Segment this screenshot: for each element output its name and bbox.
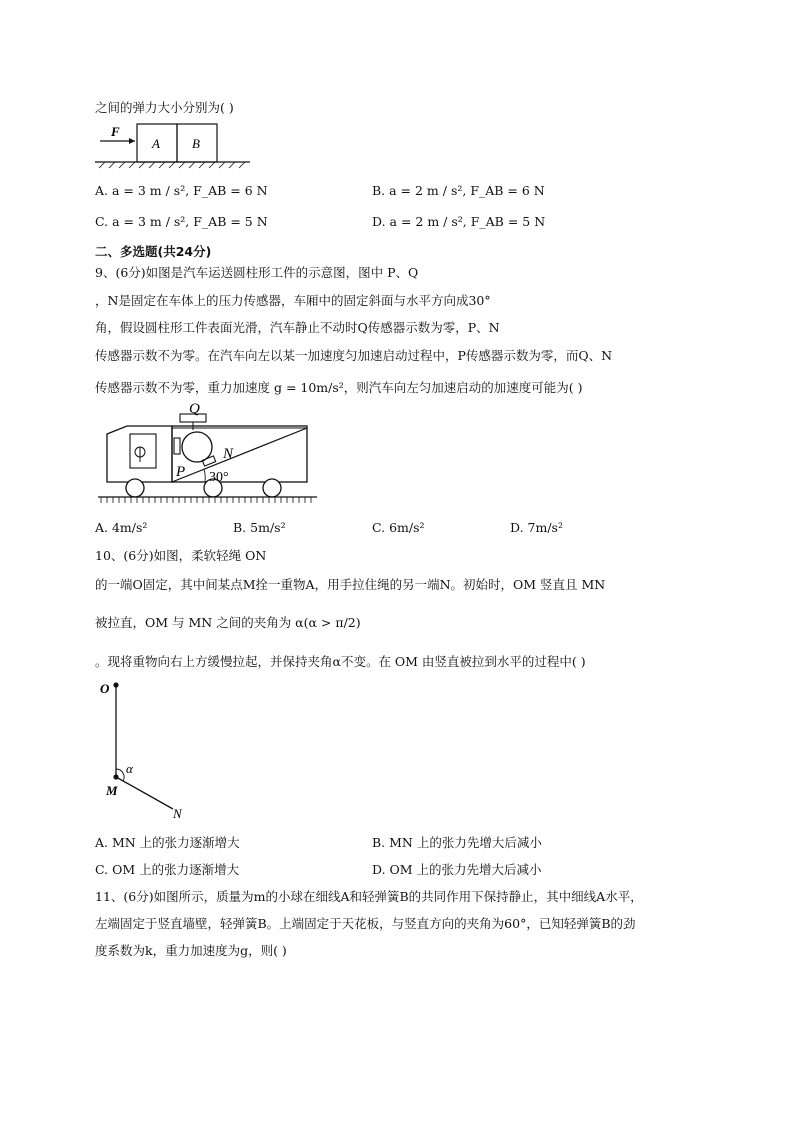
q8-option-d: D. a = 2 m / s², F_AB = 5 N [372, 214, 546, 229]
label-n: N [173, 806, 182, 821]
label-alpha: α [126, 761, 133, 776]
sensor-p [174, 438, 180, 454]
q9-option-d: D. 7m/s² [510, 520, 563, 535]
q10-option-c: C. OM 上的张力逐渐增大 [95, 862, 240, 877]
cylinder-workpiece [182, 432, 212, 462]
q8-option-c: C. a = 3 m / s², F_AB = 5 N [95, 214, 268, 229]
label-angle: 30° [209, 470, 229, 485]
q10-line-2: 的一端O固定，其中间某点M拴一重物A，用手拉住绳的另一端N。初始时，OM 竖直且 MN [95, 577, 606, 592]
wheel-rear [263, 479, 281, 497]
q8-figure [95, 118, 255, 170]
q9-truck-figure [95, 402, 320, 512]
label-p: P [176, 464, 186, 480]
q9-line-3: 角，假设圆柱形工件表面光滑，汽车静止不动时Q传感器示数为零，P、N [95, 320, 500, 335]
point-o [113, 682, 118, 687]
q9-line-4: 传感器示数不为零。在汽车向左以某一加速度匀加速启动过程中，P传感器示数为零，而Q、N [95, 348, 613, 363]
rope-mn [116, 777, 173, 809]
q9-option-c: C. 6m/s² [372, 520, 425, 535]
cab-window [130, 434, 156, 468]
q10-line-1: 10、(6分)如图，柔软轻绳 ON [95, 548, 267, 563]
q9-line-5: 传感器示数不为零，重力加速度 g = 10m/s²，则汽车向左匀加速启动的加速度可能为( ) [95, 380, 583, 395]
q8-option-a: A. a = 3 m / s², F_AB = 6 N [95, 183, 268, 198]
q8-stem-tail: 之间的弹力大小分别为( ) [95, 100, 234, 115]
force-label: F [111, 124, 120, 139]
q11-line-1: 11、(6分)如图所示，质量为m的小球在细线A和轻弹簧B的共同作用下保持静止，其中细线A水平， [95, 889, 643, 904]
point-m [113, 774, 118, 779]
q9-line-2: ，N是固定在车体上的压力传感器，车厢中的固定斜面与水平方向成30° [95, 293, 491, 308]
q8-option-b: B. a = 2 m / s², F_AB = 6 N [372, 183, 545, 198]
incline [172, 428, 307, 482]
label-n: N [223, 446, 234, 462]
label-o: O [100, 681, 110, 696]
q10-rope-figure [95, 675, 205, 825]
q11-line-2: 左端固定于竖直墙壁，轻弹簧B。上端固定于天花板，与竖直方向的夹角为60°，已知轻弹簧B的劲 [95, 916, 636, 931]
q10-line-3: 被拉直，OM 与 MN 之间的夹角为 α(α > π/2) [95, 615, 361, 630]
label-q: Q [189, 402, 200, 417]
q9-option-a: A. 4m/s² [95, 520, 148, 535]
q10-option-b: B. MN 上的张力先增大后减小 [372, 835, 542, 850]
block-b-label: B [192, 136, 200, 151]
sensor-n [202, 456, 215, 466]
q10-option-d: D. OM 上的张力先增大后减小 [372, 862, 542, 877]
q11-line-3: 度系数为k，重力加速度为g，则( ) [95, 943, 287, 958]
q9-line-1: 9、(6分)如图是汽车运送圆柱形工件的示意图，图中 P、Q [95, 265, 419, 280]
section-title: 二、多选题(共24分) [95, 244, 212, 259]
q10-option-a: A. MN 上的张力逐渐增大 [95, 835, 240, 850]
label-m: M [106, 783, 118, 798]
wheel-front [126, 479, 144, 497]
q10-line-4: 。现将重物向右上方缓慢拉起，并保持夹角α不变。在 OM 由竖直被拉到水平的过程中( ) [95, 654, 586, 669]
q9-option-b: B. 5m/s² [233, 520, 286, 535]
block-a-label: A [152, 136, 160, 151]
